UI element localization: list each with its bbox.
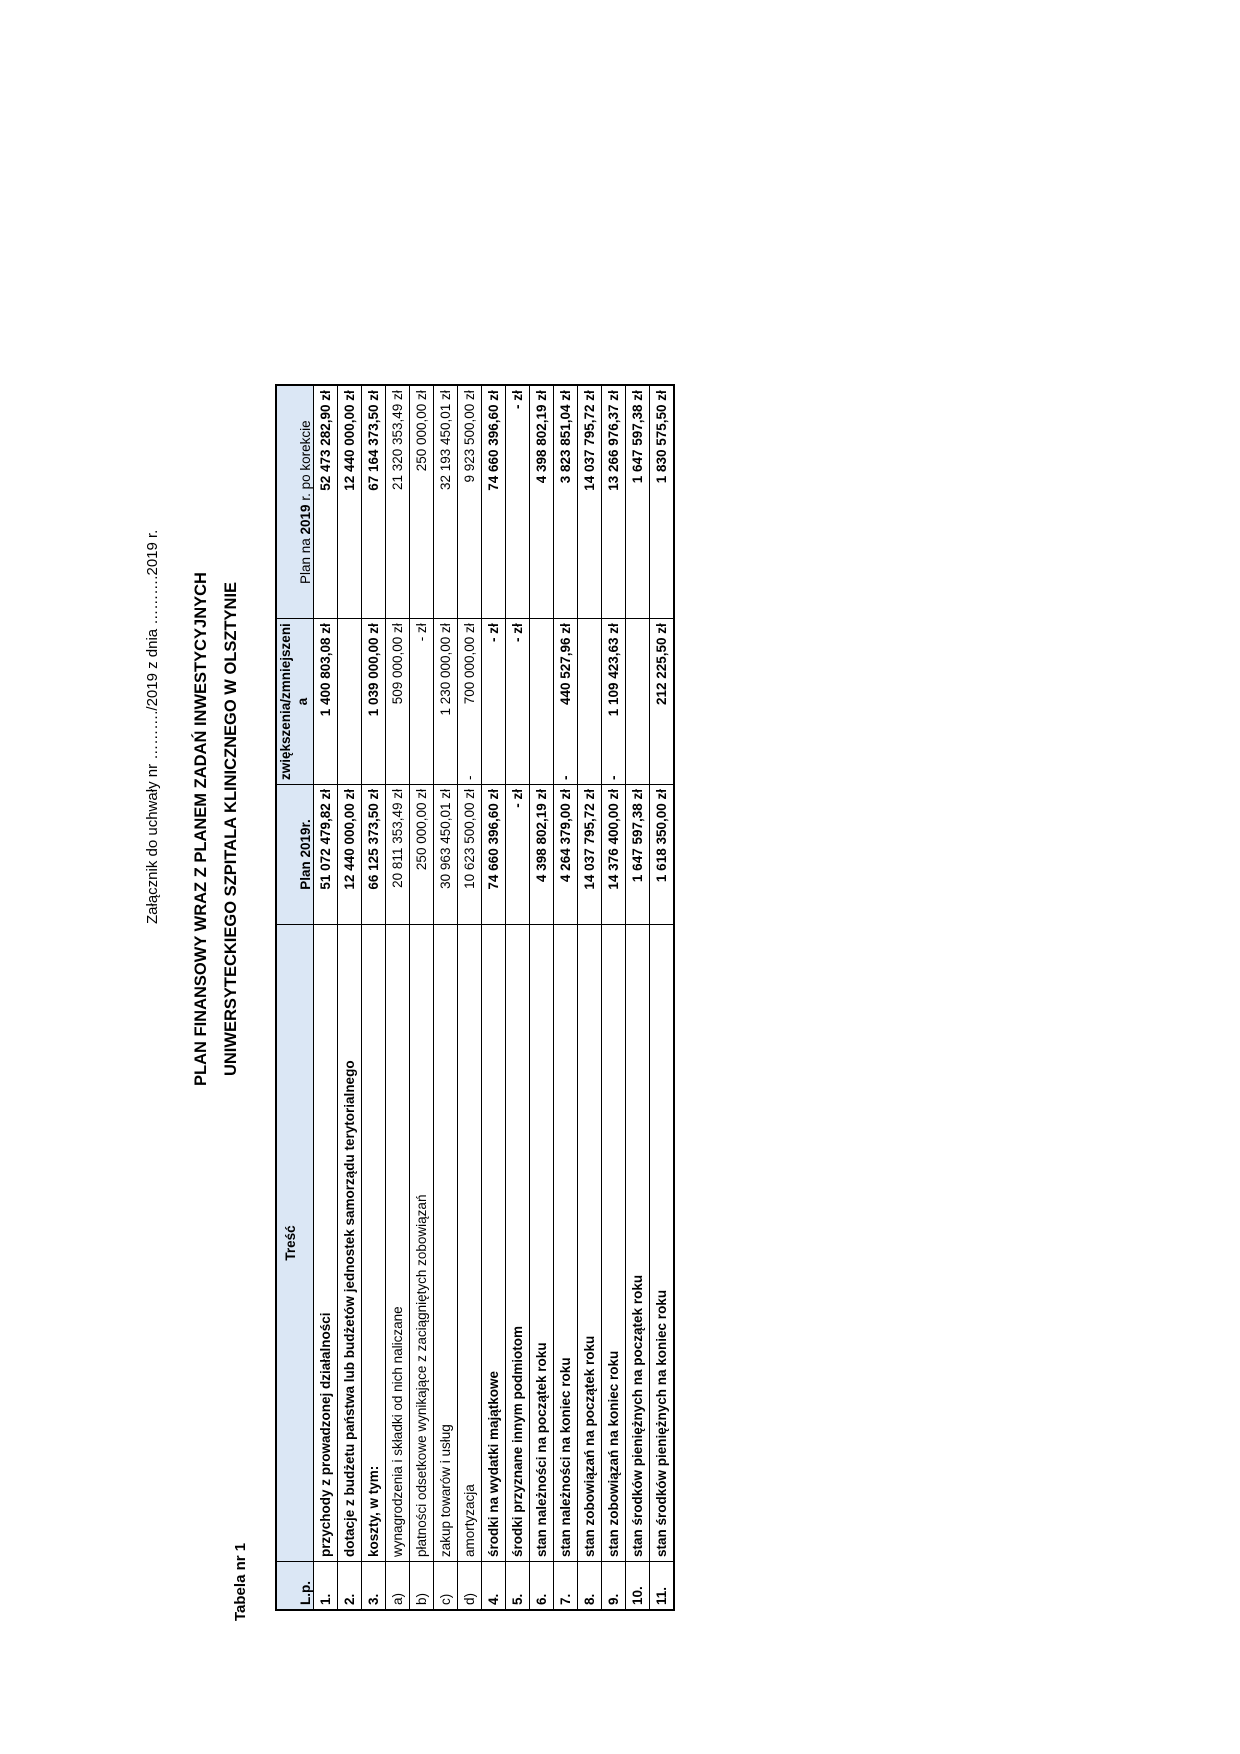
cell-lp: 6. xyxy=(530,1562,554,1611)
cell-tresc: stan zobowiązań na koniec roku xyxy=(602,925,626,1562)
cell-tresc: stan środków pieniężnych na koniec roku xyxy=(650,925,675,1562)
table-row xyxy=(578,385,602,1610)
cell-plan: 250 000,00 zł xyxy=(410,785,434,925)
cell-tresc: zakup towarów i usług xyxy=(434,925,458,1562)
cell-tresc: dotacje z budżetu państwa lub budżetów jednostek samorządu terytorialnego xyxy=(338,925,362,1562)
cell-change xyxy=(410,619,434,785)
cell-change-value: 1 400 803,08 zł xyxy=(318,623,333,717)
cell-change xyxy=(362,619,386,785)
cell-lp: 1. xyxy=(314,1562,338,1611)
cell-plan-corrected: 9 923 500,00 zł xyxy=(458,385,482,619)
cell-plan-corrected: 74 660 396,60 zł xyxy=(482,385,506,619)
cell-plan-corrected: 12 440 000,00 zł xyxy=(338,385,362,619)
cell-change-value: - zł xyxy=(510,623,525,642)
cell-change-value: 1 109 423,63 zł xyxy=(606,623,621,717)
title-line-2: UNIWERSYTECKIEGO SZPITALA KLINICZNEGO W OLSZTYNIE xyxy=(222,581,240,1077)
cell-plan: 14 037 795,72 zł xyxy=(578,785,602,925)
header-change xyxy=(276,619,314,785)
cell-change-sign: - xyxy=(558,775,573,780)
header-lp: L.p. xyxy=(276,1562,314,1611)
cell-tresc: środki na wydatki majątkowe xyxy=(482,925,506,1562)
cell-tresc: środki przyznane innym podmiotom xyxy=(506,925,530,1562)
cell-plan-corrected: 52 473 282,90 zł xyxy=(314,385,338,619)
cell-change xyxy=(338,619,362,785)
cell-change xyxy=(602,619,626,785)
cell-tresc: przychody z prowadzonej działalności xyxy=(314,925,338,1562)
cell-lp: 9. xyxy=(602,1562,626,1611)
cell-lp: 2. xyxy=(338,1562,362,1611)
financial-plan-table xyxy=(275,384,675,1611)
cell-tresc: płatności odsetkowe wynikające z zaciągniętych zobowiązań xyxy=(410,925,434,1562)
cell-tresc: stan należności na koniec roku xyxy=(554,925,578,1562)
cell-change xyxy=(434,619,458,785)
cell-lp: 4. xyxy=(482,1562,506,1611)
cell-change xyxy=(554,619,578,785)
cell-plan: 30 963 450,01 zł xyxy=(434,785,458,925)
header-pk-suffix: r. po korekcie xyxy=(298,420,313,505)
cell-plan: 51 072 479,82 zł xyxy=(314,785,338,925)
cell-change-sign: - xyxy=(462,775,477,780)
cell-plan: 10 623 500,00 zł xyxy=(458,785,482,925)
cell-plan-corrected: 4 398 802,19 zł xyxy=(530,385,554,619)
header-change-line2: a xyxy=(295,697,310,706)
table-row xyxy=(314,385,338,1610)
cell-plan: - zł xyxy=(506,785,530,925)
table-row xyxy=(650,385,675,1610)
cell-plan-corrected: 250 000,00 zł xyxy=(410,385,434,619)
cell-plan-corrected: - zł xyxy=(506,385,530,619)
attachment-note: Załącznik do uchwały nr ………./2019 z dnia ……….2019 r. xyxy=(144,529,161,924)
cell-tresc: stan należności na początek roku xyxy=(530,925,554,1562)
cell-plan: 12 440 000,00 zł xyxy=(338,785,362,925)
cell-plan: 14 376 400,00 zł xyxy=(602,785,626,925)
cell-plan-corrected: 21 320 353,49 zł xyxy=(386,385,410,619)
title-line-1: PLAN FINANSOWY WRAZ Z PLANEM ZADAŃ INWESTYCYJNYCH xyxy=(192,572,210,1086)
cell-change-value: - zł xyxy=(486,623,501,642)
cell-lp: 3. xyxy=(362,1562,386,1611)
cell-change-value: 509 000,00 zł xyxy=(390,623,405,705)
table-row xyxy=(338,385,362,1610)
cell-lp: a) xyxy=(386,1562,410,1611)
cell-plan-corrected: 13 266 976,37 zł xyxy=(602,385,626,619)
cell-plan-corrected: 14 037 795,72 zł xyxy=(578,385,602,619)
cell-change-value: 1 039 000,00 zł xyxy=(366,623,381,717)
cell-change-value: - zł xyxy=(414,623,429,642)
header-pk-year: 2019 xyxy=(298,504,313,535)
table-row xyxy=(482,385,506,1610)
cell-change-value: 440 527,96 zł xyxy=(558,623,573,706)
cell-plan-corrected: 1 830 575,50 zł xyxy=(650,385,675,619)
cell-change-value: 700 000,00 zł xyxy=(462,623,477,705)
table-row xyxy=(362,385,386,1610)
cell-plan: 66 125 373,50 zł xyxy=(362,785,386,925)
header-tresc: Treść xyxy=(276,925,314,1562)
cell-change xyxy=(650,619,675,785)
table-label: Tabela nr 1 xyxy=(232,1542,249,1621)
cell-lp: b) xyxy=(410,1562,434,1611)
header-plan-corrected xyxy=(276,385,314,619)
cell-change xyxy=(482,619,506,785)
cell-change xyxy=(626,619,650,785)
cell-tresc: wynagrodzenia i składki od nich naliczane xyxy=(386,925,410,1562)
header-pk-prefix: Plan na xyxy=(298,534,313,585)
table-row xyxy=(458,385,482,1610)
cell-change xyxy=(314,619,338,785)
table-row xyxy=(554,385,578,1610)
cell-change xyxy=(578,619,602,785)
cell-change xyxy=(506,619,530,785)
cell-lp: c) xyxy=(434,1562,458,1611)
cell-plan-corrected: 3 823 851,04 zł xyxy=(554,385,578,619)
cell-lp: 5. xyxy=(506,1562,530,1611)
cell-plan: 1 647 597,38 zł xyxy=(626,785,650,925)
cell-plan: 20 811 353,49 zł xyxy=(386,785,410,925)
cell-change xyxy=(530,619,554,785)
header-plan: Plan 2019r. xyxy=(276,785,314,925)
cell-change xyxy=(458,619,482,785)
table-row xyxy=(410,385,434,1610)
cell-lp: d) xyxy=(458,1562,482,1611)
cell-change-value: 1 230 000,00 zł xyxy=(438,623,453,716)
table-row xyxy=(386,385,410,1610)
table-row xyxy=(530,385,554,1610)
cell-lp: 8. xyxy=(578,1562,602,1611)
table-row xyxy=(602,385,626,1610)
header-change-line1: zwiększenia/zmniejszeni xyxy=(278,623,293,780)
cell-plan-corrected: 67 164 373,50 zł xyxy=(362,385,386,619)
cell-lp: 11. xyxy=(650,1562,675,1611)
cell-plan: 74 660 396,60 zł xyxy=(482,785,506,925)
cell-change xyxy=(386,619,410,785)
cell-change-value: 212 225,50 zł xyxy=(654,623,669,706)
cell-plan: 4 264 379,00 zł xyxy=(554,785,578,925)
cell-tresc: koszty, w tym: xyxy=(362,925,386,1562)
table-row xyxy=(506,385,530,1610)
cell-tresc: amortyzacja xyxy=(458,925,482,1562)
table-row xyxy=(434,385,458,1610)
cell-tresc: stan zobowiązań na początek roku xyxy=(578,925,602,1562)
cell-lp: 10. xyxy=(626,1562,650,1611)
cell-plan: 1 618 350,00 zł xyxy=(650,785,675,925)
cell-tresc: stan środków pieniężnych na początek roku xyxy=(626,925,650,1562)
cell-change-sign: - xyxy=(606,775,621,780)
cell-plan: 4 398 802,19 zł xyxy=(530,785,554,925)
table-row xyxy=(626,385,650,1610)
cell-plan-corrected: 32 193 450,01 zł xyxy=(434,385,458,619)
cell-lp: 7. xyxy=(554,1562,578,1611)
cell-plan-corrected: 1 647 597,38 zł xyxy=(626,385,650,619)
